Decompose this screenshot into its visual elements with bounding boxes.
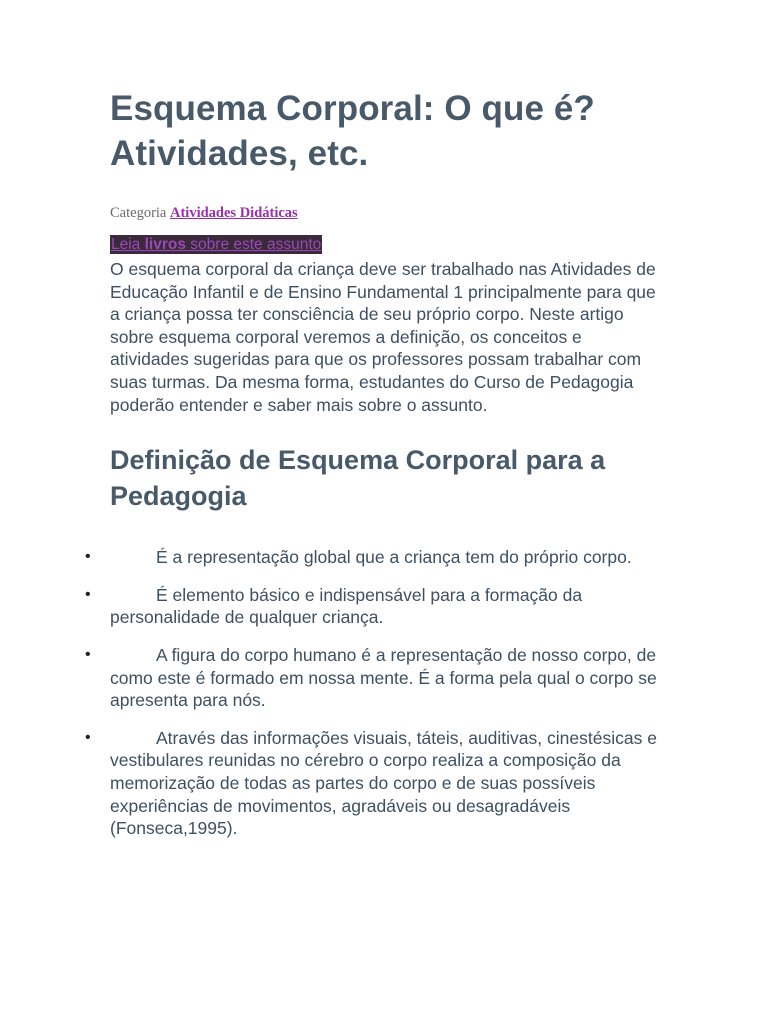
read-link-suffix: sobre este assunto	[185, 236, 322, 253]
definition-text: Através das informações visuais, táteis, auditivas, cinestésicas e vestibulares reunidas no cérebro o corpo realiza a composição da memorização de todas as partes do corpo e de suas possíveis experiências de movimentos, agradáveis ou desagradáveis (Fonseca,1995).	[110, 727, 657, 839]
definition-text: A figura do corpo humano é a representação de nosso corpo, de como este é formado em nossa mente. É a forma pela qual o corpo se apresenta para nós.	[110, 644, 657, 711]
list-item	[85, 727, 662, 840]
list-item	[85, 546, 662, 569]
read-link-prefix: Leia	[111, 236, 145, 253]
bullet-icon: •	[85, 728, 91, 746]
definition-text: É elemento básico e indispensável para a formação da personalidade de qualquer criança.	[110, 584, 583, 628]
definition-list	[85, 546, 662, 840]
list-item	[85, 644, 662, 712]
article	[85, 86, 662, 855]
category-label: Categoria	[110, 205, 167, 221]
bullet-icon: •	[85, 548, 91, 566]
page-title: Esquema Corporal: O que é? Atividades, etc.	[110, 89, 595, 173]
section-heading: Definição de Esquema Corporal para a Pedagogia	[110, 445, 606, 512]
bullet-icon: •	[85, 585, 91, 603]
read-books-link[interactable]	[110, 235, 322, 254]
read-link-bold: livros	[144, 236, 186, 253]
category-link[interactable]: Atividades Didáticas	[170, 205, 298, 221]
category-line	[110, 204, 662, 222]
list-item	[85, 584, 662, 629]
intro-paragraph: O esquema corporal da criança deve ser trabalhado nas Atividades de Educação Infantil e de Ensino Fundamental 1 principalmente para que a criança possa ter consciência de seu próprio corpo. Neste artigo sobre esquema corporal veremos a definição, os conceitos e atividades sugeridas para que os professores possam trabalhar com suas turmas. Da mesma forma, estudantes do Curso de Pedagogia poderão entender e saber mais sobre o assunto.	[110, 259, 656, 415]
bullet-icon: •	[85, 645, 91, 663]
definition-text: É a representação global que a criança tem do próprio corpo.	[156, 547, 632, 568]
